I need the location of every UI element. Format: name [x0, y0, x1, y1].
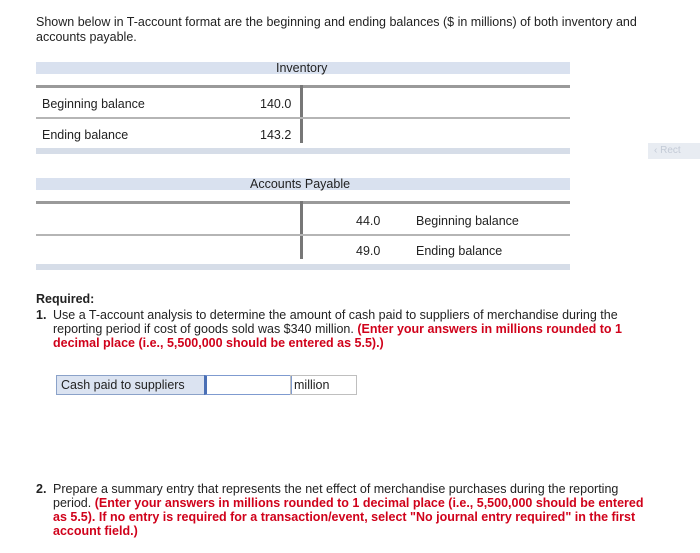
question-2 [36, 482, 656, 538]
ap-t-divider [300, 201, 303, 259]
cash-paid-input[interactable] [204, 375, 292, 395]
question-2-number: 2. [36, 482, 47, 496]
required-heading: Required: [36, 292, 95, 306]
question-1 [36, 308, 656, 350]
question-1-body [53, 308, 656, 350]
inventory-ending-value: 143.2 [260, 128, 292, 142]
question-1-instruction: (Enter your answers in millions rounded to 1 decimal place (i.e., 5,500,000 should be entered as 5.5).) [53, 322, 622, 350]
ap-ending-value: 49.0 [356, 244, 381, 258]
ap-header-band [36, 178, 570, 190]
question-2-body [53, 482, 656, 538]
inventory-top-rule [36, 85, 570, 88]
accounts-payable-t-account [36, 178, 570, 278]
ap-top-rule [36, 201, 570, 204]
inventory-mid-rule [36, 117, 570, 119]
inventory-title: Inventory [276, 61, 328, 75]
inventory-header-band [36, 62, 570, 74]
chevron-left-icon: ‹ [654, 145, 658, 156]
cash-paid-label: Cash paid to suppliers [56, 375, 208, 395]
question-1-text: Use a T-account analysis to determine the amount of cash paid to suppliers of merchandise during the reporting period if cost of goods sold was $340 million. [53, 308, 618, 336]
question-2-instruction: (Enter your answers in millions rounded to 1 decimal place (i.e., 5,500,000 should be entered as 5.5). If no entry is required for a transaction/event, select "No journal entry required" in the first account field.) [53, 496, 644, 538]
ap-beginning-label: Beginning balance [416, 214, 519, 228]
next-tab-label: Rect [660, 145, 681, 156]
ap-ending-label: Ending balance [416, 244, 503, 258]
unit-label: million [290, 375, 357, 395]
inventory-ending-label: Ending balance [42, 128, 129, 142]
ap-beginning-value: 44.0 [356, 214, 381, 228]
inventory-bottom-rule [36, 148, 570, 154]
inventory-beginning-value: 140.0 [260, 97, 292, 111]
inventory-beginning-label: Beginning balance [42, 97, 145, 111]
ap-title: Accounts Payable [250, 177, 351, 191]
ap-mid-rule [36, 234, 570, 236]
intro-text: Shown below in T-account format are the beginning and ending balances ($ in millions) of both inventory and accounts payable. [36, 15, 637, 44]
inventory-t-divider [300, 85, 303, 143]
question-2-text: Prepare a summary entry that represents the net effect of merchandise purchases during the reporting period. [53, 482, 619, 510]
ap-bottom-rule [36, 264, 570, 270]
question-1-number: 1. [36, 308, 47, 322]
inventory-t-account [36, 62, 570, 162]
next-tab[interactable] [648, 143, 700, 159]
